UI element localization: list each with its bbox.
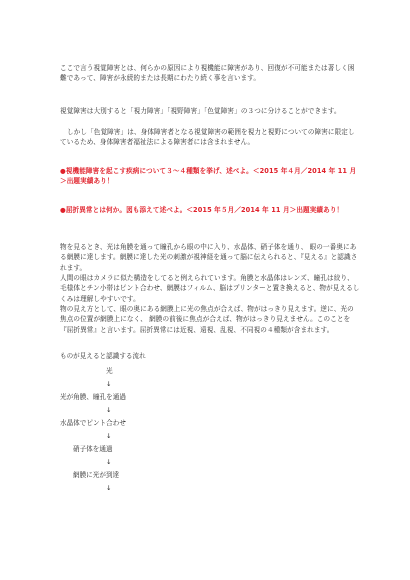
down-arrow-icon: ↓ <box>106 432 112 440</box>
down-arrow-icon: ↓ <box>106 484 112 492</box>
exam-question-1: ●視機能障害を起こす疾病について３～４種類を挙げ、述べよ。＜2015 年４月／2014 年 11 月＞出題実績あり！ <box>60 167 357 186</box>
refraction-paragraph: 物の見え方として、眼の奥にある網膜上に光の焦点が合えば、物がはっきり見えます。逆に、光の焦点の位置が網膜上になく、 網膜の前後に焦点が合えば、物がはっきり見えません。このことを『屈折異常』と言います。屈折異常には近視、遠視、乱視、不同視の４種類が含まれます。 <box>60 305 354 334</box>
flow-step-light: 光 <box>106 367 113 375</box>
flow-step-cornea-pupil: 光が角膜、瞳孔を通過 <box>60 393 126 401</box>
classification-paragraph: 視覚障害は大別すると「視力障害」「視野障害」「色覚障害」の３つに分けることができます。 <box>60 107 341 115</box>
flow-step-retina: 網膜に光が到達 <box>73 471 120 479</box>
camera-analogy-paragraph: 人間の眼はカメラに似た構造をしてると例えられています。角膜と水晶体はレンズ、瞳孔は絞り、 毛様体とチン小帯はピント合わせ、網膜はフィルム、脳はプリンターと置き換えると、物が見えるしくみは理解しやすいです。 <box>60 274 360 303</box>
vision-mechanism-paragraph: 物を見るとき、光は角膜を通って瞳孔から眼の中に入り、水晶体、硝子体を通り、 眼の一番奥にある網膜に達します。網膜に達した光の刺激が視神経を通って脳に伝えられると、『見える』と認識されます。 <box>60 243 358 272</box>
flow-step-lens-focus: 水晶体でピント合わせ <box>60 419 126 427</box>
down-arrow-icon: ↓ <box>106 406 112 414</box>
flow-step-vitreous: 硝子体を通過 <box>73 445 113 453</box>
exam-question-2: ●屈折異常とは何か。図も添えて述べよ。＜2015 年５月／2014 年 11 月＞出題実績あり！ <box>60 206 344 214</box>
down-arrow-icon: ↓ <box>106 380 112 388</box>
flow-title: ものが見えると認識する流れ <box>60 352 146 360</box>
color-vision-paragraph: しかし「色覚障害」は、身体障害者となる視覚障害の範囲を視力と視野についての障害に限定しているため、身体障害者福祉法による障害者には含まれません。 <box>60 128 355 147</box>
intro-paragraph: ここで言う視覚障害とは、何らかの原因により視機能に障害があり、回復が不可能または著しく困難であって、障害が永続的または長期にわたり続く事を言います。 <box>60 64 355 83</box>
down-arrow-icon: ↓ <box>106 458 112 466</box>
